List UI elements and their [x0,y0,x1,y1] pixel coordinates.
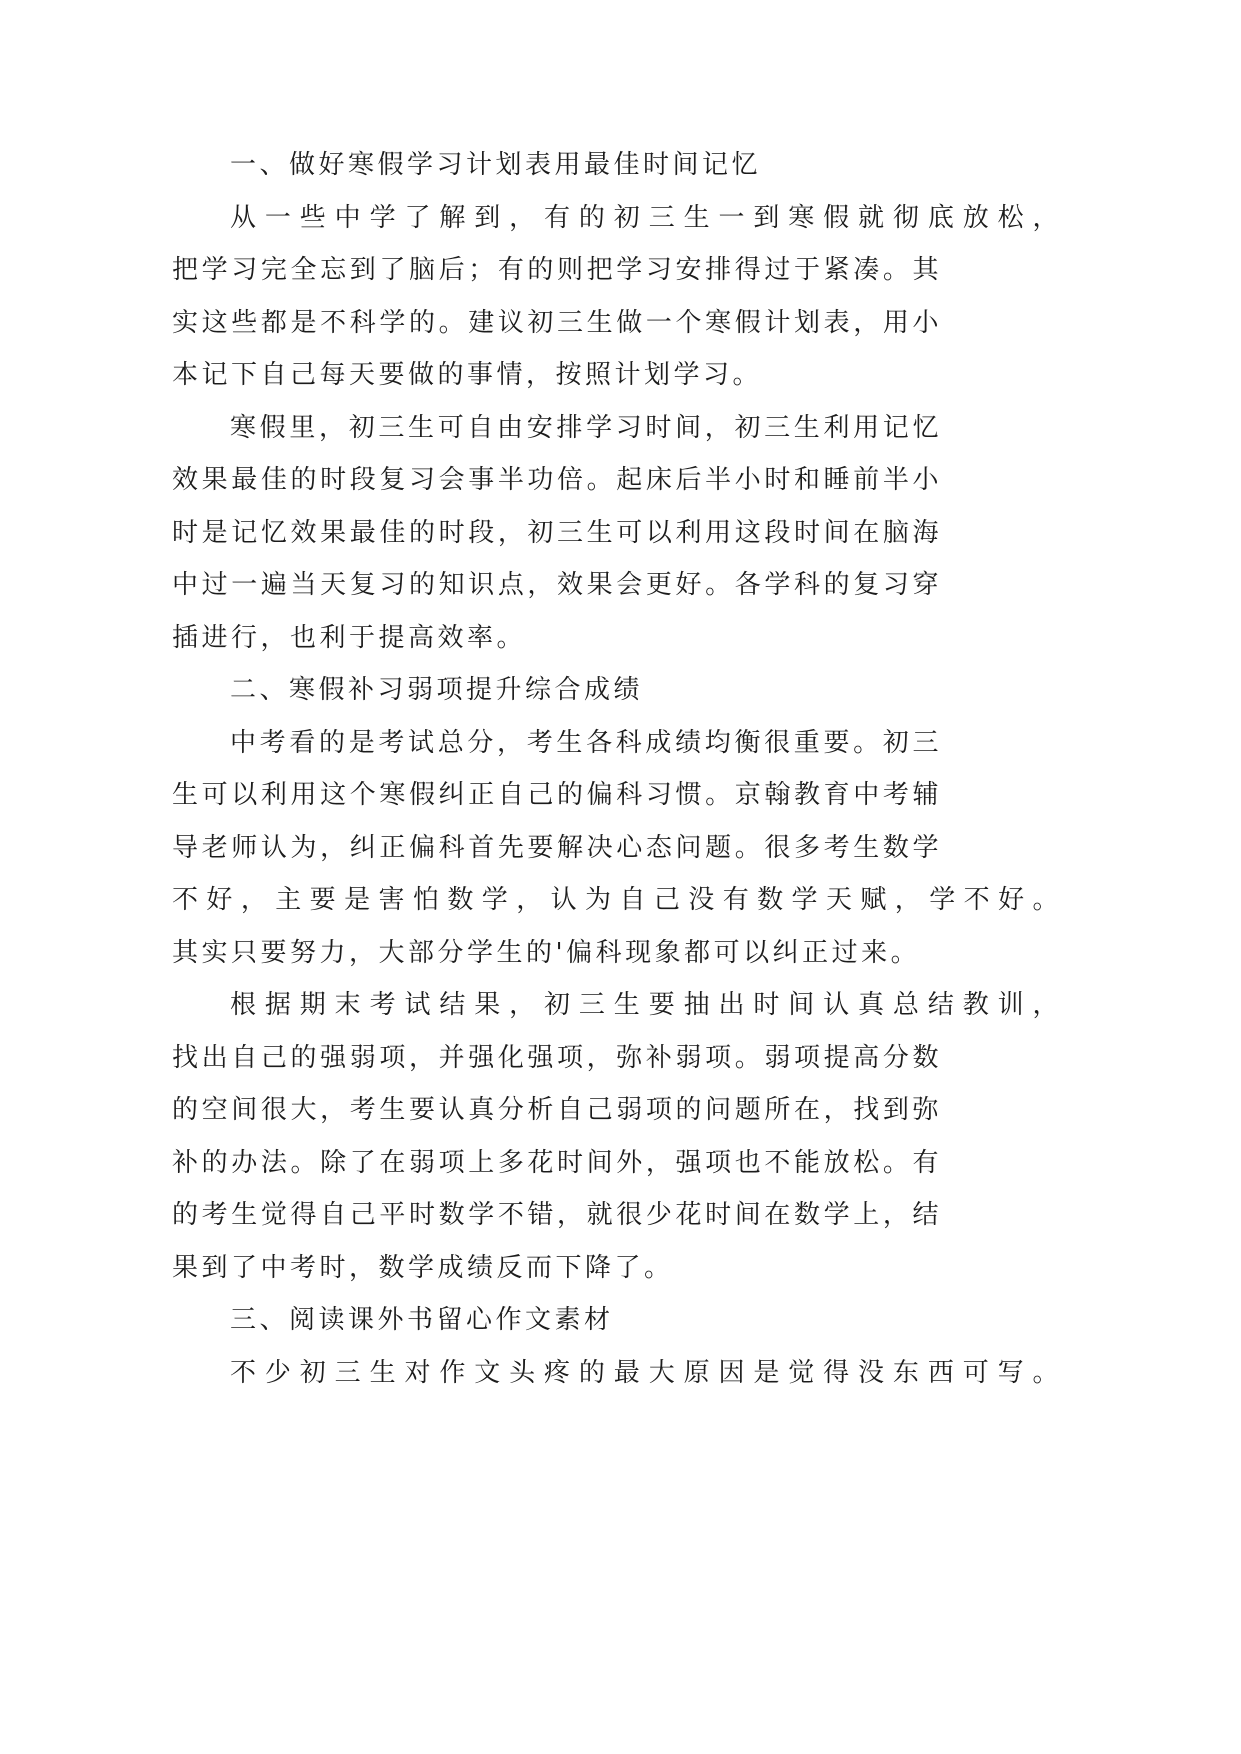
section-heading-text: 三、阅读课外书留心作文素材 [230,1305,614,1335]
section-heading-1 [172,139,1062,192]
paragraph-line: 时是记忆效果最佳的时段，初三生可以利用这段时间在脑海 [172,517,942,548]
section-heading-text: 二、寒假补习弱项提升综合成绩 [230,675,644,705]
paragraph-line: 本记下自己每天要做的事情，按照计划学习。 [172,360,763,390]
paragraph [172,192,1062,402]
section-heading-text: 一、做好寒假学习计划表用最佳时间记忆 [230,150,762,180]
paragraph-line: 寒假里，初三生可自由安排学习时间，初三生利用记忆 [230,412,942,443]
paragraph-line: 不好，主要是害怕数学，认为自己没有数学天赋，学不好。 [172,885,1062,915]
paragraph-line: 从一些中学了解到，有的初三生一到寒假就彻底放松， [230,202,1062,233]
paragraph-line: 导老师认为，纠正偏科首先要解决心态问题。很多考生数学 [172,832,942,863]
paragraph-line: 中考看的是考试总分，考生各科成绩均衡很重要。初三 [230,727,942,758]
section-heading-3 [172,1294,1062,1347]
paragraph [172,1347,1062,1400]
paragraph-line: 其实只要努力，大部分学生的'偏科现象都可以纠正过来。 [172,937,921,968]
paragraph-line: 根据期末考试结果，初三生要抽出时间认真总结教训， [230,990,1062,1020]
paragraph-line: 实这些都是不科学的。建议初三生做一个寒假计划表，用小 [172,307,942,338]
paragraph-line: 把学习完全忘到了脑后；有的则把学习安排得过于紧凑。其 [172,255,942,285]
document-body [172,139,1062,1399]
section-heading-2 [172,664,1062,717]
paragraph-line: 中过一遍当天复习的知识点，效果会更好。各学科的复习穿 [172,570,942,600]
paragraph [172,402,1062,665]
paragraph-line: 找出自己的强弱项，并强化强项，弥补弱项。弱项提高分数 [172,1042,942,1073]
paragraph-line: 不少初三生对作文头疼的最大原因是觉得没东西可写。 [230,1357,1062,1388]
paragraph [172,717,1062,980]
paragraph-line: 生可以利用这个寒假纠正自己的偏科习惯。京翰教育中考辅 [172,780,942,810]
paragraph-line: 果到了中考时，数学成绩反而下降了。 [172,1252,674,1283]
paragraph-line: 插进行，也利于提高效率。 [172,622,527,653]
paragraph-line: 的空间很大，考生要认真分析自己弱项的问题所在，找到弥 [172,1095,942,1125]
paragraph-line: 效果最佳的时段复习会事半功倍。起床后半小时和睡前半小 [172,465,942,495]
paragraph [172,979,1062,1294]
paragraph-line: 补的办法。除了在弱项上多花时间外，强项也不能放松。有 [172,1147,942,1178]
paragraph-line: 的考生觉得自己平时数学不错，就很少花时间在数学上，结 [172,1200,942,1230]
